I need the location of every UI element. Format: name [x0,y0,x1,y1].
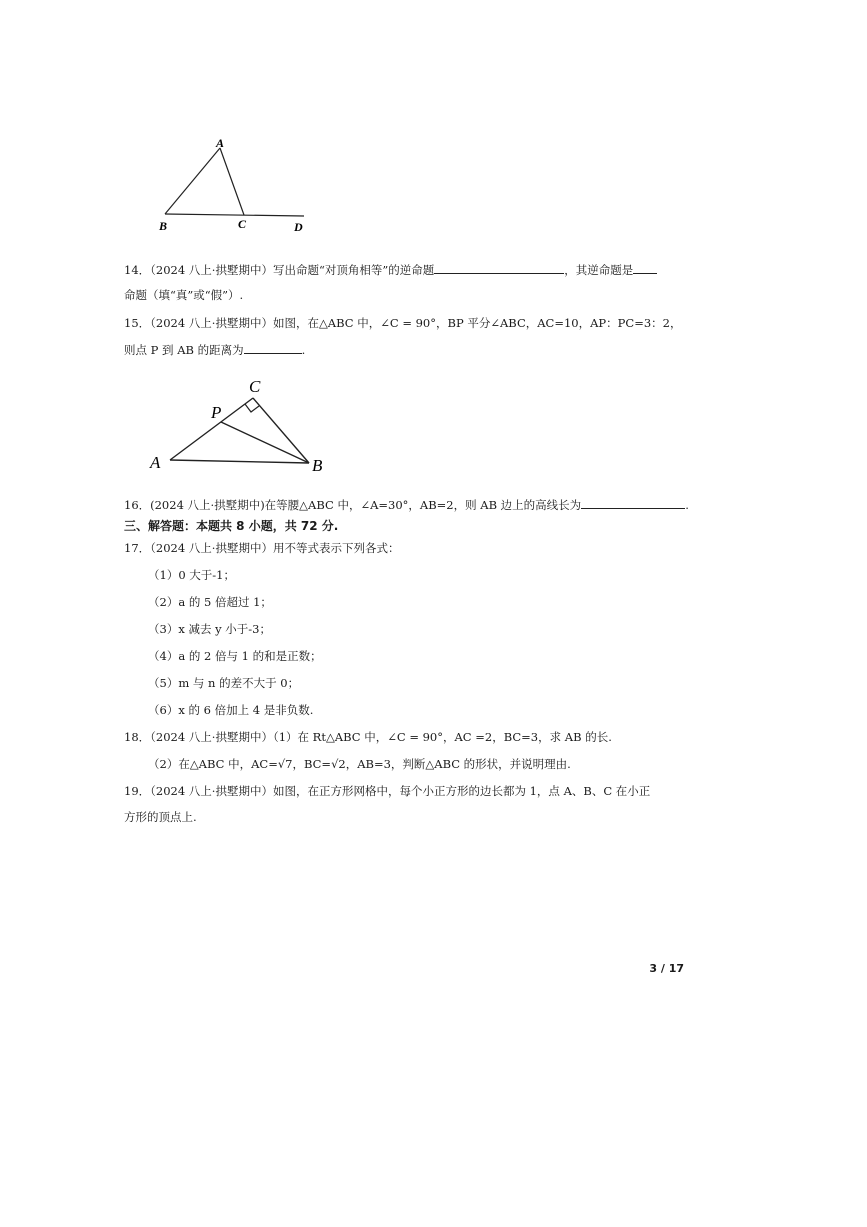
q17-item-5: （5）m 与 n 的差不大于 0； [148,676,300,690]
fig2-label-b: B [312,456,323,475]
q19-line1: 19．（2024 八上·拱墅期中）如图，在正方形网格中，每个小正方形的边长都为 1，点 A、B、C 在小正 [124,784,651,798]
q15-text-a: 15．（2024 八上·拱墅期中）如图，在△ABC 中，∠C = 90°，BP 平分∠ABC，AC=10，AP：PC=3：2， [124,316,682,330]
q14-text-a: 14．（2024 八上·拱墅期中）写出命题“对顶角相等”的逆命题 [124,263,435,277]
fig2-label-c: C [249,377,261,396]
fig2-label-a: A [150,453,161,472]
q19-line2: 方形的顶点上. [124,810,197,824]
fig1-label-d: D [294,220,303,234]
q14-line2 [124,287,243,303]
q15-line2 [124,341,305,358]
q14-blank-1[interactable] [434,261,564,274]
q14-line1 [124,261,657,278]
fig1-label-b: B [159,219,168,233]
q14-text-b: ，其逆命题是 [564,263,634,277]
q17-item-1: （1）0 大于-1； [148,568,235,582]
q15-text-c: . [301,343,306,357]
q14-text-c: 命题（填“真”或“假”）. [124,288,244,302]
q18-part-1: 18．（2024 八上·拱墅期中）（1）在 Rt△ABC 中，∠C = 90°，AC =2，BC=3，求 AB 的长. [124,730,612,744]
figure-right-triangle-bisector [140,372,340,476]
q15-blank[interactable] [244,341,302,354]
fig2-label-p: P [211,403,222,422]
q17-item-4: （4）a 的 2 倍与 1 的和是正数； [148,649,322,663]
q18-part-2: （2）在△ABC 中，AC=√7，BC=√2，AB=3，判断△ABC 的形状，并说明理由. [148,757,571,771]
q17-item-6: （6）x 的 6 倍加上 4 是非负数. [148,703,314,717]
fig1-label-c: C [238,217,247,231]
q17-item-2: （2）a 的 5 倍超过 1； [148,595,272,609]
q16-text-a: 16．(2024 八上·拱墅期中)在等腰△ABC 中，∠A=30°，AB=2，则 AB 边上的高线长为 [124,498,582,512]
q16-text-b: . [685,498,689,512]
figure-triangle-abcd [150,132,320,236]
q17-item-3: （3）x 减去 y 小于-3； [148,622,271,636]
q15-line1 [124,315,681,331]
section-heading: 三、解答题：本题共 8 小题，共 72 分. [124,519,339,533]
q17-stem: 17．（2024 八上·拱墅期中）用不等式表示下列各式： [124,541,400,555]
q16-line [124,496,689,513]
q14-blank-2[interactable] [633,261,657,274]
q16-blank[interactable] [581,496,685,509]
fig1-label-a: A [216,136,225,150]
page-number: 3 / 17 [649,962,684,975]
q15-text-b: 则点 P 到 AB 的距离为 [124,343,244,357]
